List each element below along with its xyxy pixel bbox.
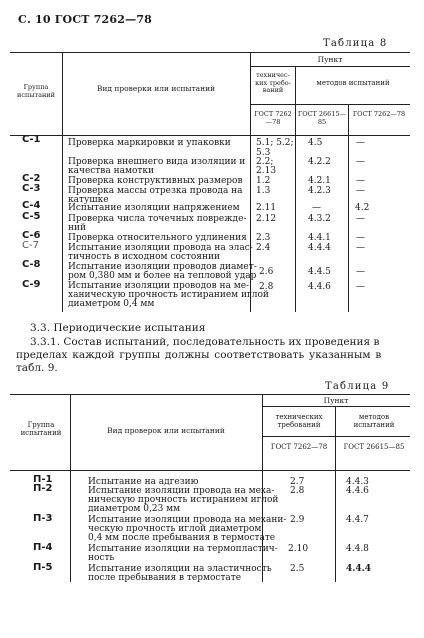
table8-caption: Таблица 8 [323,38,388,49]
t8-row-line: Испытание изоляции напряжением [68,203,240,213]
t8-row-group: С-7 [22,240,39,251]
t8-row-line: Проверка массы отрезка провода на [68,186,243,196]
t8-row-group: С-6 [22,230,41,241]
t8-row-m1: 4.4.4 [308,243,331,253]
t8-row-m1: 4.5 [308,138,323,148]
table8-col-tech: техничес-ких требо-ваний [255,71,291,94]
table8-top-rule [10,52,410,53]
t9-row-line: Испытание изоляции провода на механи- [88,515,287,525]
table9-col-tech: технических требований [275,413,323,429]
t8-row-tech: 2.2; [256,157,274,167]
t8-row-group: С-9 [22,279,41,290]
section-title: 3.3. Периодические испытания [30,322,206,334]
t8-row-line: Испытание изоляции проводов диамет- [68,262,257,272]
t8-row-line: Проверка относительного удлинения [68,233,247,243]
t8-row-m1: 4.2.2 [308,157,331,167]
table8-sub-m2: ГОСТ 7262—78 [352,110,406,118]
t8-row-m2: — [356,267,365,277]
t9-row-line: Испытание на адгезию [88,477,199,487]
t8-row-tech: 1.2 [256,176,271,186]
t9-row-line: Испытание изоляции на эластичность [88,564,272,574]
t8-row-line: ний [68,223,86,233]
t8-row-line: ром 0,380 мм и более на тепловой удар [68,271,257,281]
t9-row-line: диаметром 0,23 мм [88,504,181,514]
t8-row-tech: 2.4 [256,243,271,253]
table9-col-kind: Вид проверок или испытаний [107,426,225,435]
table8-vrule-3 [295,66,296,312]
t8-row-tech: 2.13 [256,166,277,176]
t8-row-tech: 2.11 [256,203,277,213]
t9-row-tech: 2.7 [290,477,305,487]
t8-row-tech: 5.3 [256,148,271,158]
t8-row-line: Проверка маркировки и упаковки [68,138,231,148]
t8-row-m2: — [356,157,365,167]
t8-row-m1: 4.2.3 [308,186,331,196]
t8-row-tech: 2.3 [256,233,271,243]
t8-row-m2: — [356,233,365,243]
t8-row-m1: 4.3.2 [308,214,331,224]
t9-row-group: П-3 [33,513,53,524]
t8-row-line: тичность в исходном состоянии [68,252,220,262]
t8-row-tech: 1.3 [256,186,271,196]
t8-row-tech: 2.6 [259,267,274,277]
t9-row-tech: 2.5 [290,564,305,574]
t8-row-line: катушке [68,195,109,205]
t9-row-line: ческую прочность иглой диаметром [88,524,262,534]
t9-row-group: П-4 [33,542,53,553]
t9-row-line: ность [88,553,115,563]
table8-sub-rule [250,104,410,105]
t8-row-group: С-1 [22,134,41,145]
table8-col-methods: методов испытаний [316,79,390,87]
table8-col-point: Пункт [317,55,343,64]
t8-row-m1: 4.4.5 [308,267,331,277]
page-header: С. 10 ГОСТ 7262—78 [18,13,153,26]
table9-vrule-1 [70,394,71,582]
t9-row-m: 4.4.3 [346,477,369,487]
t8-row-line: ханическую прочность истиранием иглой [68,290,269,300]
paragraph-line: 3.3.1. Состав испытаний, последовательность их проведения в [30,336,380,348]
t8-row-line: диаметром 0,4 мм [68,299,155,309]
t9-row-m: 4.4.6 [346,486,369,496]
t9-row-group: П-2 [33,483,53,494]
t9-row-line: Испытание изоляции на термопластич- [88,544,278,554]
table9-vrule-3 [335,406,336,582]
t8-row-line: Проверка числа точечных поврежде- [68,214,247,224]
table8-col-kind: Вид проверки или испытаний [96,84,216,93]
t8-row-m1: 4.2.1 [308,176,331,186]
table8-point-rule [250,66,410,67]
t9-row-group: П-1 [33,474,53,485]
table9-col-methods: методов испытаний [353,413,395,429]
t9-row-line: после пребывания в термостате [88,573,242,583]
t8-row-group: С-2 [22,173,41,184]
t9-row-tech: 2.8 [290,486,305,496]
table8-vrule-4 [348,104,349,312]
table8-header-rule [10,135,410,136]
t8-row-line: Испытание изоляции провода на элас- [68,243,253,253]
t8-row-m2: — [356,176,365,186]
t8-row-m1: — [312,203,321,213]
table8-sub-tech: ГОСТ 7262—78 [254,110,292,126]
t9-row-line: ническую прочность истиранием иглой [88,495,279,505]
t9-row-tech: 2.10 [288,544,309,554]
t9-row-m: 4.4.4 [346,564,372,574]
t9-row-line: Испытание изоляции провода на меха- [88,486,275,496]
t8-row-group: С-5 [22,211,41,222]
paragraph-line: пределах каждой группы должны соответствовать указанным в [16,349,382,361]
t8-row-m2: — [356,282,365,292]
table9-sub-m: ГОСТ 26615—85 [343,443,405,451]
t8-row-group: С-8 [22,259,41,270]
t8-row-group: С-4 [22,200,41,211]
table8-sub-m1: ГОСТ 26615—85 [297,110,347,126]
t9-row-m: 4.4.8 [346,544,369,554]
t8-row-line: Испытание изоляции проводов на ме- [68,281,250,291]
t9-row-m: 4.4.7 [346,515,369,525]
t9-row-group: П-5 [33,562,53,573]
table9-col-group: Группа испытаний [20,421,62,437]
t8-row-m1: 4.4.6 [308,282,331,292]
table9-sub-rule [262,436,410,437]
t9-row-line: 0,4 мм после пребывания в термостате [88,533,276,543]
table8-vrule-1 [62,52,63,312]
table9-sub-tech: ГОСТ 7262—78 [270,443,328,451]
t8-row-m1: 4.4.1 [308,233,331,243]
table8-col-group: Группа испытаний [17,83,55,99]
table9-col-point: Пункт [323,396,349,405]
t8-row-m2: — [356,138,365,148]
t8-row-group: С-3 [22,183,41,194]
t8-row-m2: — [356,186,365,196]
t8-row-tech: 2.12 [256,214,277,224]
t8-row-m2: — [356,243,365,253]
paragraph-line: табл. 9. [16,362,58,374]
t8-row-m2: 4.2 [355,203,370,213]
t8-row-m2: — [356,214,365,224]
t8-row-line: Проверка конструктивных размеров [68,176,243,186]
t8-row-line: качества намотки [68,166,154,176]
t9-row-tech: 2.9 [290,515,305,525]
t8-row-tech: 2.8 [259,282,274,292]
t8-row-tech: 5.1; 5.2; [256,138,294,148]
table9-caption: Таблица 9 [325,381,390,392]
t8-row-line: Проверка внешнего вида изоляции и [68,157,246,167]
